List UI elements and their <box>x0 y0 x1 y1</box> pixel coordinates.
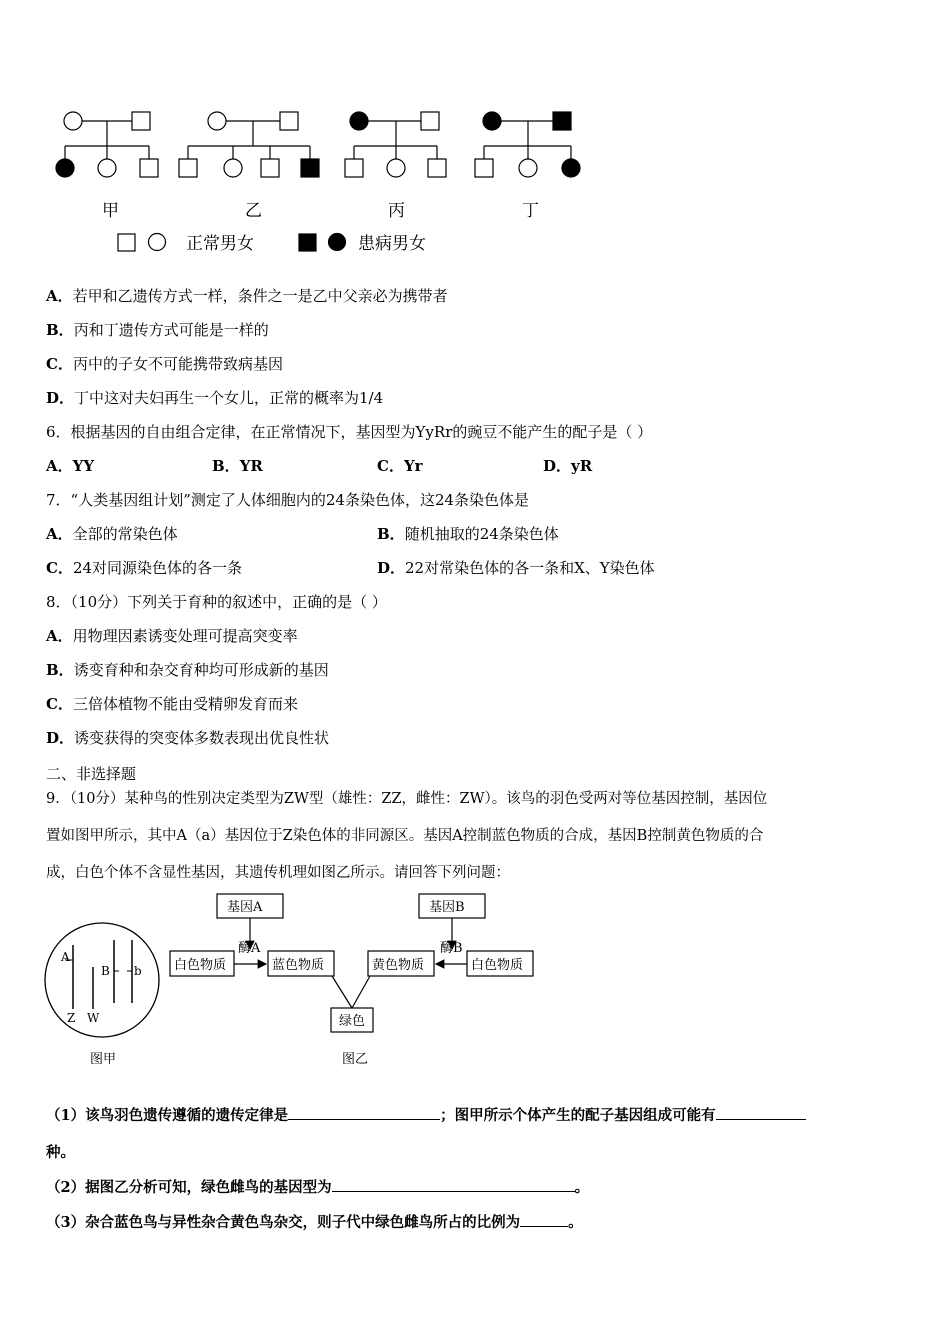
q8-option-a: A．用物理因素诱变处理可提高突变率 <box>46 627 298 645</box>
gene-b-box: 基因B <box>429 900 465 915</box>
gene-A-label: A <box>61 950 70 964</box>
figure-jia-caption: 图甲 <box>90 1052 117 1067</box>
q8-option-c: C．三倍体植物不能由受精卵发育而来 <box>46 695 298 713</box>
q6-option-b: B．YR <box>212 457 263 475</box>
blue-substance: 蓝色物质 <box>272 958 325 973</box>
q6-option-c: C．Yr <box>377 457 423 475</box>
q5-option-b: B．丙和丁遗传方式可能是一样的 <box>46 321 269 339</box>
chromosome-Z-label: Z <box>67 1011 76 1025</box>
legend-affected-male-icon <box>299 234 316 251</box>
figure-yi <box>162 890 542 1070</box>
legend-normal-text: 正常男女 <box>186 234 254 254</box>
q7-option-d: D．22对常染色体的各一条和X、Y染色体 <box>377 559 655 577</box>
pedigree-label-jia: 甲 <box>102 201 119 221</box>
q7-stem: 7．“人类基因组计划”测定了人体细胞内的24条染色体，这24条染色体是 <box>46 491 530 509</box>
answer-blank-1[interactable] <box>288 1105 440 1120</box>
legend-affected-text: 患病男女 <box>358 234 426 254</box>
answer-blank-2[interactable] <box>716 1105 806 1120</box>
q9-line-2: 置如图甲所示，其中A（a）基因位于Z染色体的非同源区。基因A控制蓝色物质的合成，基因B控制黄色物质的合 <box>46 828 764 844</box>
pedigree-yi <box>179 112 319 177</box>
q7-option-c: C．24对同源染色体的各一条 <box>46 559 243 577</box>
gene-a-box: 基因A <box>227 900 263 915</box>
q5-option-c: C．丙中的子女不可能携带致病基因 <box>46 355 283 373</box>
q8-option-d: D．诱变获得的突变体多数表现出优良性状 <box>46 729 330 747</box>
q9-line-1: 9．（10分）某种鸟的性别决定类型为ZW型（雄性：ZZ，雌性：ZW）。该鸟的羽色受两对等位基因控制，基因位 <box>46 791 768 807</box>
section-heading: 二、非选择题 <box>46 765 137 783</box>
white-substance-2: 白色物质 <box>471 958 524 973</box>
q9-sub1-cont: 种。 <box>46 1144 75 1161</box>
q9-sub2: （2）据图乙分析可知，绿色雌鸟的基因型为 。 <box>46 1179 590 1196</box>
q8-option-b: B．诱变育种和杂交育种均可形成新的基因 <box>46 661 329 679</box>
answer-blank-4[interactable] <box>520 1212 568 1227</box>
pedigree-jia <box>56 112 158 177</box>
gene-b-label: b <box>134 964 142 978</box>
q9-sub3: （3）杂合蓝色鸟与异性杂合黄色鸟杂交，则子代中绿色雌鸟所占的比例为 。 <box>46 1214 583 1231</box>
q9-sub1: （1）该鸟羽色遗传遵循的遗传定律是 ；图甲所示个体产生的配子基因组成可能有 <box>46 1105 806 1126</box>
pedigree-label-ding: 丁 <box>522 201 539 221</box>
q6-option-d: D．yR <box>543 457 593 475</box>
pedigree-figure <box>40 100 640 260</box>
q8-stem: 8．（10分）下列关于育种的叙述中，正确的是（ ） <box>46 593 387 611</box>
green-color: 绿色 <box>339 1014 366 1029</box>
figure-jia <box>40 905 180 1080</box>
legend-affected-female-icon <box>329 234 346 251</box>
answer-blank-3[interactable] <box>332 1177 575 1192</box>
pedigree-label-yi: 乙 <box>245 201 262 221</box>
pedigree-label-bing: 丙 <box>388 201 405 221</box>
pedigree-ding <box>475 112 580 177</box>
q7-option-b: B．随机抽取的24条染色体 <box>377 525 559 543</box>
q6-option-a: A．YY <box>46 457 95 475</box>
gene-B-label: B <box>101 964 110 978</box>
q6-stem: 6．根据基因的自由组合定律，在正常情况下，基因型为YyRr的豌豆不能产生的配子是（ ） <box>46 423 653 441</box>
chromosome-W-label: W <box>87 1011 100 1025</box>
pedigree-bing <box>345 112 446 177</box>
q9-line-3: 成，白色个体不含显性基因，其遗传机理如图乙所示。请回答下列问题： <box>46 865 510 881</box>
yellow-substance: 黄色物质 <box>372 958 425 973</box>
enzyme-a-label: 酶A <box>238 941 261 956</box>
enzyme-b-label: 酶B <box>440 941 463 956</box>
q7-option-a: A．全部的常染色体 <box>46 525 178 543</box>
q5-option-a: A．若甲和乙遗传方式一样，条件之一是乙中父亲必为携带者 <box>46 287 448 305</box>
figure-yi-caption: 图乙 <box>342 1052 369 1067</box>
legend-normal-male-icon <box>118 234 135 251</box>
q5-option-d: D．丁中这对夫妇再生一个女儿，正常的概率为1/4 <box>46 389 384 407</box>
white-substance-1: 白色物质 <box>174 958 227 973</box>
legend-normal-female-icon <box>149 234 166 251</box>
